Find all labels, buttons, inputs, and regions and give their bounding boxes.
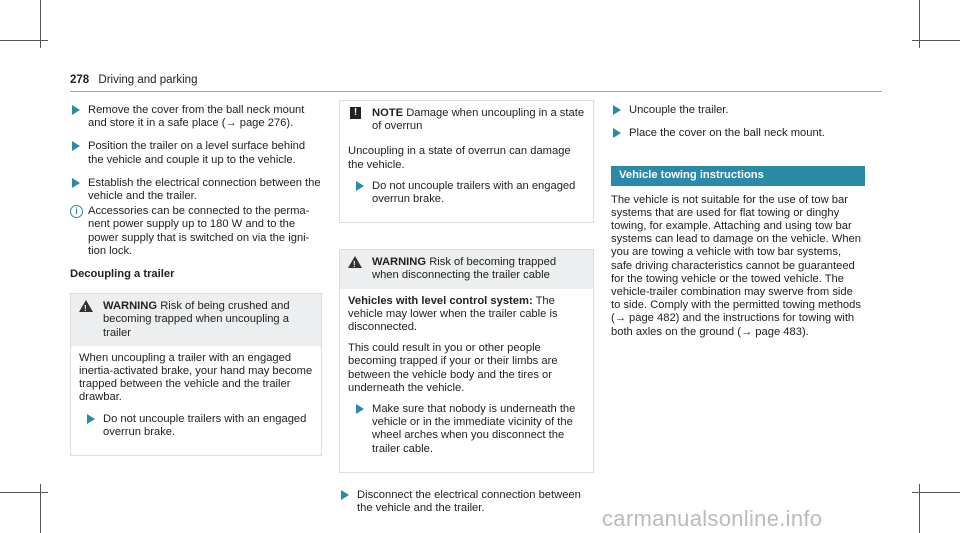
warning-label: WARNING xyxy=(103,300,158,313)
column-1 xyxy=(70,104,322,468)
warning-label: WARNING xyxy=(372,256,427,269)
warning-box xyxy=(70,293,322,456)
warning-header xyxy=(340,250,593,288)
step-item: Do not uncouple trailers with an engaged overrun brake. xyxy=(85,413,313,439)
step-item: Do not uncouple trailers with an engaged overrun brake. xyxy=(354,180,585,206)
step-item: Position the trailer on a level surface behind the vehicle and couple it up to the vehicle. xyxy=(70,140,322,166)
crop-mark xyxy=(912,492,960,493)
crop-mark xyxy=(912,40,960,41)
arrow-icon xyxy=(72,141,80,151)
step-item: Disconnect the electrical connection between the vehicle and the trailer. xyxy=(339,489,594,515)
note-title: Damage when uncoupling in a state of overrun xyxy=(372,107,585,133)
arrow-icon xyxy=(613,105,621,115)
header-rule xyxy=(70,91,882,92)
crop-mark xyxy=(0,492,48,493)
arrow-icon xyxy=(613,128,621,138)
step-item: Remove the cover from the ball neck mount and store it in a safe place (→ page 276). xyxy=(70,104,322,130)
note-label: NOTE xyxy=(372,107,404,119)
arrow-icon xyxy=(356,181,364,191)
note-header xyxy=(340,101,593,139)
note-body: Uncoupling in a state of overrun can damage the vehicle. Do not uncouple trailers with an engaged overrun brake. xyxy=(340,139,593,222)
subheading: Decoupling a trailer xyxy=(70,268,175,281)
column-3 xyxy=(611,104,865,339)
warning-body: Vehicles with level control system: The vehicle may lower when the trailer cable is disconnected. This could result in you or other people becoming trapped if your or their limbs are between the vehicle body and the tires or underneath the vehicle. Make sure that nobody is underneath the vehicle or in the immediate vicinity of the wheel arches when you disconnect the trailer cable. xyxy=(340,289,593,472)
warning-title: Risk of being crushed and becoming trapped when uncoupling a trailer xyxy=(103,300,290,339)
warning-box xyxy=(339,249,594,473)
arrow-icon xyxy=(72,178,80,188)
step-item: Make sure that nobody is underneath the vehicle or in the immediate vicinity of the wheel arches when you disconnect the trailer cable. xyxy=(354,403,585,456)
warning-triangle-icon: ! xyxy=(348,256,362,268)
step-item: Place the cover on the ball neck mount. xyxy=(611,127,865,140)
watermark: carmanualsonline.info xyxy=(602,506,823,531)
page-number: 278 xyxy=(70,74,90,86)
note-box xyxy=(339,100,594,223)
info-note: i Accessories can be connected to the permanent power supply up to 180 W and to the power supply that is switched on via the ignition lock. xyxy=(70,205,322,258)
section-heading: Vehicle towing instructions xyxy=(611,166,865,185)
warning-triangle-icon: ! xyxy=(79,300,93,312)
column-2 xyxy=(339,100,594,525)
body-text: The vehicle is not suitable for the use of tow bar systems that are used for flat towing or dinghy towing, for example. Attaching and using tow bar systems can lead to damage on the vehicle. When you are towing a vehicle with tow bar systems, safe driving characteristics cannot be guaranteed for the towing vehicle or the towed vehicle. The vehicle-trailer combination may swerve from side to side. Comply with the permitted towing methods (→ page 482) and the instructions for towing with both axles on the ground (→ page 483). xyxy=(611,193,861,338)
arrow-icon xyxy=(72,105,80,115)
arrow-icon xyxy=(356,404,364,414)
step-item: Establish the electrical connection between the vehicle and the trailer. xyxy=(70,177,322,203)
arrow-icon xyxy=(341,490,349,500)
exclamation-icon: ! xyxy=(350,107,361,119)
page-header xyxy=(70,74,197,86)
warning-body: When uncoupling a trailer with an engaged inertia-activated brake, your hand may become trapped between the vehicle and the trailer drawbar. Do not uncouple trailers with an engaged overrun brake. xyxy=(79,351,313,438)
info-icon: i xyxy=(70,205,83,218)
crop-mark xyxy=(0,40,48,41)
section-title: Driving and parking xyxy=(98,74,198,86)
warning-header xyxy=(71,294,321,346)
step-item: Uncouple the trailer. xyxy=(611,104,865,117)
warning-title: Risk of becoming trapped when disconnecting the trailer cable xyxy=(372,256,557,282)
arrow-icon xyxy=(87,414,95,424)
